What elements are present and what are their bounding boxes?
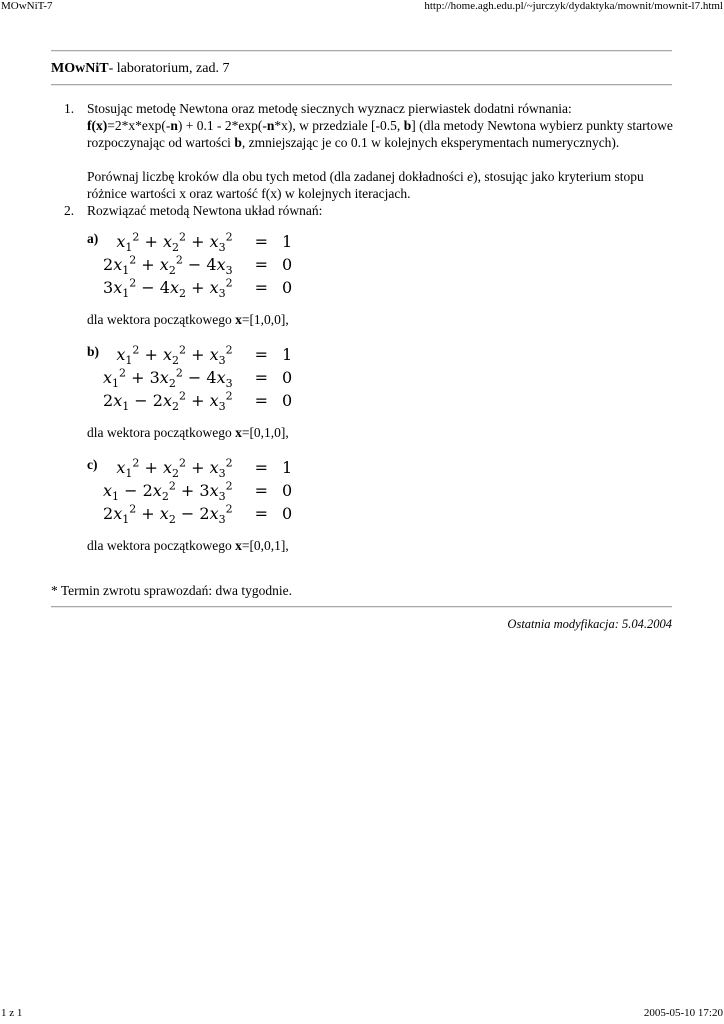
equation-lhs: $x_1 - 2x_2^2 + 3x_3^2$ [103, 479, 233, 504]
vector-value: =[0,1,0], [241, 425, 289, 440]
equation-row [103, 389, 292, 412]
function-name: f(x) [87, 118, 108, 133]
print-header-title: MOwNiT-7 [1, 0, 53, 12]
page-title-rest: - laboratorium, zad. 7 [108, 61, 230, 76]
page-title [51, 61, 229, 77]
compare-text-1: Porównaj liczbę kroków dla obu tych metod (dla zadanej dokładności [87, 169, 468, 184]
page-title-bold: MOwNiT [51, 61, 109, 76]
param-n-2: n [266, 118, 275, 133]
equation-row [103, 502, 292, 525]
equation-lhs: $x_1^2 + x_2^2 + x_3^2$ [116, 230, 233, 255]
equation-row [103, 253, 292, 276]
system-c-vector [87, 537, 676, 554]
function-part-4: ] (dla metody Newtona wybierz punkty startowe rozpoczynając od wartości [87, 118, 673, 150]
equation-rhs: 0 [282, 481, 293, 500]
system-a [87, 230, 676, 308]
task-1-number: 1. [64, 101, 75, 116]
equation-rhs: 0 [282, 368, 293, 387]
function-part-3: *x), w przedziale [-0.5, [274, 118, 404, 133]
equation-lhs: $2x_1^2 + x_2^2 - 4x_3$ [103, 253, 233, 278]
equation-lhs: $3x_1^2 - 4x_2 + x_3^2$ [103, 276, 233, 301]
system-c-label: c) [87, 457, 98, 472]
vector-prefix: dla wektora początkowego [87, 312, 236, 327]
task-1-paragraph-1 [87, 100, 676, 151]
equals-sign: = [254, 391, 269, 410]
vector-prefix: dla wektora początkowego [87, 425, 236, 440]
print-footer [0, 1007, 724, 1021]
equation-row [103, 366, 292, 389]
equation-row [103, 456, 292, 479]
vector-value: =[0,0,1], [241, 538, 289, 553]
equation-row [103, 230, 292, 253]
bottom-divider [51, 606, 672, 608]
task-1-intro: Stosując metodę Newtona oraz metodę siecznych wyznacz pierwiastek dodatni równania: [87, 101, 572, 116]
deadline-note: * Termin zwrotu sprawozdań: dwa tygodnie. [51, 583, 292, 598]
equation-lhs: $x_1^2 + 3x_2^2 - 4x_3$ [103, 366, 233, 391]
print-datetime: 2005-05-10 17:20 [643, 1007, 723, 1019]
param-b-2: b [234, 135, 242, 150]
vector-value: =[1,0,0], [241, 312, 289, 327]
equation-row [103, 276, 292, 299]
system-a-label: a) [87, 231, 99, 246]
equals-sign: = [254, 345, 269, 364]
system-c [87, 456, 676, 534]
equation-rhs: 1 [282, 345, 293, 364]
system-b-label: b) [87, 344, 100, 359]
system-a-equations [103, 230, 292, 299]
task-list [64, 100, 676, 554]
equals-sign: = [254, 255, 269, 274]
equation-lhs: $x_1^2 + x_2^2 + x_3^2$ [116, 343, 233, 368]
function-part-1: =2*x*exp(- [107, 118, 171, 133]
compare-text-2: ), stosując jako kryterium stopu różnice wartości x oraz wartość f(x) w kolejnych iteracjach. [87, 169, 644, 201]
vector-var: x [235, 425, 242, 440]
equals-sign: = [254, 504, 269, 523]
equation-row [103, 343, 292, 366]
equation-rhs: 1 [282, 232, 293, 251]
task-1-paragraph-2 [87, 168, 676, 202]
print-header [0, 0, 724, 14]
param-b: b [403, 118, 412, 133]
equation-rhs: 0 [282, 278, 293, 297]
task-1 [64, 100, 676, 202]
function-part-5: , zmniejszając je co 0.1 w kolejnych eksperymentach numerycznych). [241, 135, 620, 150]
system-c-equations [103, 456, 292, 525]
print-header-url: http://home.agh.edu.pl/~jurczyk/dydaktyka/mownit/mownit-l7.html [424, 0, 723, 12]
equals-sign: = [254, 278, 269, 297]
param-n: n [170, 118, 178, 133]
last-modified: Ostatnia modyfikacja: 5.04.2004 [507, 617, 672, 631]
equation-rhs: 0 [282, 391, 293, 410]
system-b-vector [87, 424, 676, 441]
equation-lhs: $2x_1^2 + x_2 - 2x_3^2$ [103, 502, 233, 527]
task-2 [64, 202, 676, 554]
equation-lhs: $2x_1 - 2x_2^2 + x_3^2$ [103, 389, 233, 414]
equals-sign: = [254, 481, 269, 500]
equation-rhs: 1 [282, 458, 293, 477]
equation-rhs: 0 [282, 504, 293, 523]
equals-sign: = [254, 458, 269, 477]
vector-prefix: dla wektora początkowego [87, 538, 236, 553]
vector-var: x [235, 312, 242, 327]
accuracy-symbol: e [467, 169, 474, 184]
equation-rhs: 0 [282, 255, 293, 274]
title-divider [51, 84, 672, 86]
system-b-equations [103, 343, 292, 412]
function-part-2: ) + 0.1 - 2*exp(- [177, 118, 267, 133]
page-count: 1 z 1 [1, 1007, 23, 1019]
equals-sign: = [254, 368, 269, 387]
equation-lhs: $x_1^2 + x_2^2 + x_3^2$ [116, 456, 233, 481]
system-b [87, 343, 676, 421]
task-2-intro: Rozwiązać metodą Newtona układ równań: [87, 203, 323, 218]
equation-row [103, 479, 292, 502]
equals-sign: = [254, 232, 269, 251]
task-2-number: 2. [64, 203, 75, 218]
top-divider [51, 50, 672, 52]
system-a-vector [87, 311, 676, 328]
vector-var: x [235, 538, 242, 553]
